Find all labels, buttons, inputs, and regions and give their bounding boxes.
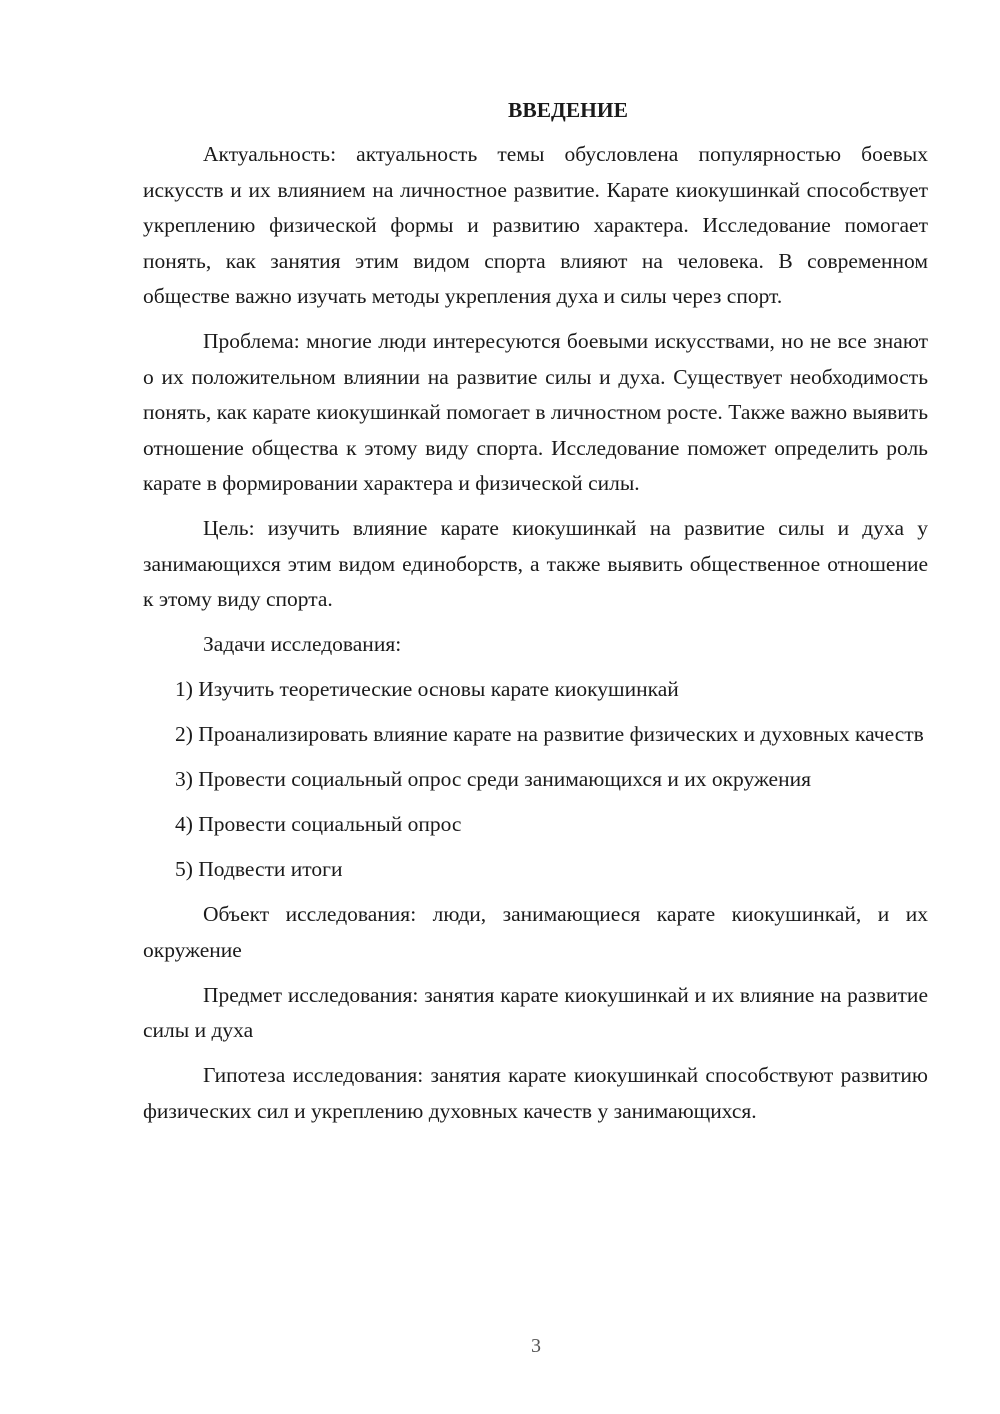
problem-paragraph: Проблема: многие люди интересуются боевыми искусствами, но не все знают о их положительном влиянии на развитие силы и духа. Существует необходимость понять, как карате киокушинкай помогает в личностном росте. Также важно выявить отношение общества к этому виду спорта. Исследование поможет определить роль карате в формировании характера и физической силы. (143, 329, 928, 495)
page-content (143, 92, 928, 1139)
research-subject-paragraph: Предмет исследования: занятия карате киокушинкай и их влияние на развитие силы и духа (143, 982, 928, 1042)
research-object-paragraph: Объект исследования: люди, занимающиеся карате киокушинкай, и их окружение (143, 902, 928, 962)
task-item-2: 2) Проанализировать влияние карате на развитие физических и духовных качеств (175, 722, 924, 746)
page-number: 3 (531, 1335, 541, 1357)
task-item-5: 5) Подвести итоги (175, 857, 343, 881)
task-item-4: 4) Провести социальный опрос (175, 812, 462, 836)
page-title: ВВЕДЕНИЕ (508, 98, 628, 122)
task-item-3: 3) Провести социальный опрос среди занимающихся и их окружения (175, 767, 811, 791)
hypothesis-paragraph: Гипотеза исследования: занятия карате киокушинкай способствуют развитию физических сил и укреплению духовных качеств у занимающихся. (143, 1063, 928, 1123)
goal-paragraph: Цель: изучить влияние карате киокушинкай на развитие силы и духа у занимающихся этим видом единоборств, а также выявить общественное отношение к этому виду спорта. (143, 516, 928, 611)
relevance-paragraph: Актуальность: актуальность темы обусловлена популярностью боевых искусств и их влиянием на личностное развитие. Карате киокушинкай способствует укреплению физической формы и развитию характера. Исследование помогает понять, как занятия этим видом спорта влияют на человека. В современном обществе важно изучать методы укрепления духа и силы через спорт. (143, 142, 928, 308)
tasks-heading: Задачи исследования: (203, 632, 402, 656)
task-item-1: 1) Изучить теоретические основы карате киокушинкай (175, 677, 679, 701)
